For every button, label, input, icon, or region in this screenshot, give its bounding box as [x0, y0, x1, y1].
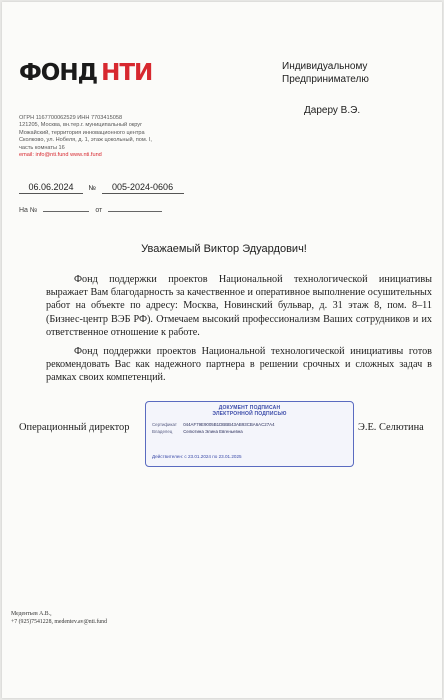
stamp-certificate-row [152, 422, 275, 428]
body-paragraph: Фонд поддержки проектов Национальной технологической инициативы выражает Вам благодарность за качественное и оперативное выполнение осушительных работ на объекте по адресу: Москва, Новинский бульвар, д. 31 этаж 8, пом. 8–11 (Бизнес-центр ВЭБ РФ). Отмечаем высокий профессионализм Ваших сотрудников и их ответственное отношение к работе. [46, 274, 432, 338]
letter-number: 005-2024-0606 [102, 182, 184, 194]
requisites-line: Сколково, ул. Нобеля, д. 1, этаж цокольный, пом. I, [19, 137, 152, 144]
addressee-name: Дареру В.Э. [304, 105, 361, 116]
stamp-owner-value: Селютина Элина Евгеньевна [183, 429, 243, 434]
stamp-title-1: ДОКУМЕНТ ПОДПИСАН [218, 405, 281, 411]
na-blank [43, 204, 89, 212]
outgoing-reference [19, 182, 184, 194]
stamp-title-2: ЭЛЕКТРОННОЙ ПОДПИСЬЮ [212, 411, 287, 417]
requisites-line: 121205, Москва, вн.тер.г. муниципальный округ [19, 122, 143, 129]
requisites-line: часть комнаты 16 [19, 144, 65, 151]
stamp-cert-label: Сертификат [152, 422, 177, 427]
addressee-line-1: Индивидуальному [282, 61, 368, 72]
requisites-line: Можайский, территория инновационного центра [19, 129, 145, 136]
fund-logo [19, 58, 152, 88]
executor-name: Медентьев А.В., [11, 611, 52, 617]
body-paragraph: Фонд поддержки проектов Национальной технологической инициативы готов рекомендовать Вас как надежного партнера в решении срочных и сложных задач в рамках своих компетенций. [46, 346, 432, 384]
stamp-validity: Действителен: с 23.01.2024 по 23.01.2025 [152, 454, 242, 459]
letter-page [2, 2, 442, 698]
requisites-email: email: info@nti.fund www.nti.fund [19, 152, 102, 159]
incoming-reference [19, 204, 162, 214]
ot-blank [108, 204, 162, 212]
na-label: На № [19, 207, 38, 214]
requisites-line: ОГРН 1167700062529 ИНН 7703415058 [19, 115, 123, 121]
logo-word-fund: ФОНД [19, 59, 98, 86]
signatory-role: Операционный директор [19, 422, 130, 433]
organization-requisites [19, 115, 194, 159]
stamp-owner-label: Владелец [152, 429, 173, 434]
executor-contacts [11, 610, 107, 626]
letter-body [46, 273, 432, 391]
stamp-owner-row [152, 429, 243, 435]
ot-label: от [95, 207, 103, 214]
number-sign: № [88, 185, 97, 192]
logo-word-nti: НТИ [101, 59, 153, 86]
signatory-name: Э.Е. Селютина [358, 422, 424, 433]
addressee-line-2: Предпринимателю [282, 74, 369, 85]
greeting: Уважаемый Виктор Эдуардович! [141, 243, 307, 255]
executor-phone-email: +7 (925)7541228, medentev.av@nti.fund [11, 619, 107, 625]
addressee-block [282, 60, 432, 117]
stamp-cert-value: 044AF79E9005B1DBBB43AB93CBA6AC27A4 [183, 422, 275, 427]
letter-date: 06.06.2024 [19, 182, 83, 194]
electronic-signature-stamp [145, 401, 354, 467]
